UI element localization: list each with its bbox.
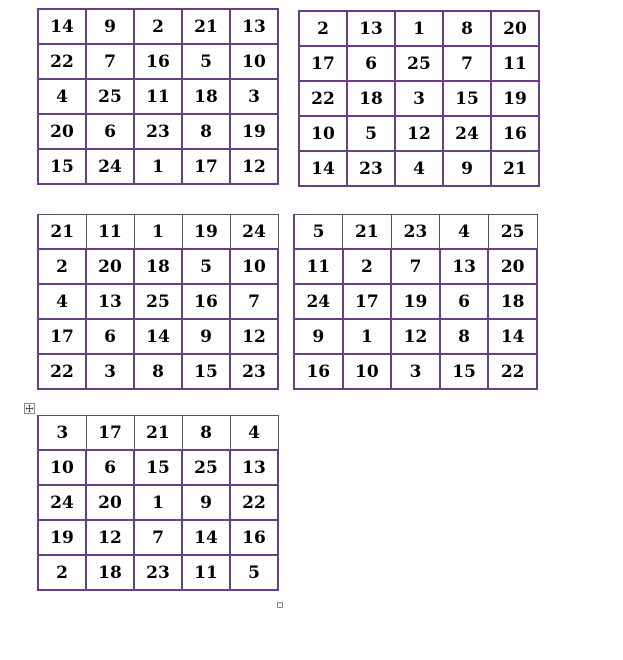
- grid-cell[interactable]: 25: [182, 450, 230, 485]
- grid-cell: 15: [182, 354, 230, 389]
- grid-row: [38, 319, 278, 354]
- grid-cell[interactable]: 18: [86, 555, 134, 590]
- grid-cell: 17: [343, 284, 392, 319]
- grid-cell: 10: [230, 44, 278, 79]
- grid-cell: 22: [38, 354, 86, 389]
- grid-cell: 14: [134, 319, 182, 354]
- grid-cell[interactable]: 19: [38, 520, 86, 555]
- grid-row: [38, 114, 278, 149]
- grid-row: [38, 215, 278, 250]
- grid-cell: 7: [391, 249, 440, 284]
- grid-row: [38, 249, 278, 284]
- grid-cell[interactable]: 17: [86, 416, 134, 451]
- grid-cell: 18: [347, 81, 395, 116]
- grid-cell: 5: [347, 116, 395, 151]
- grid-cell: 9: [86, 9, 134, 44]
- grid-cell: 4: [38, 284, 86, 319]
- number-grid-1: [37, 8, 279, 185]
- grid-cell: 21: [491, 151, 539, 186]
- grid-cell: 24: [230, 215, 278, 250]
- grid-cell: 14: [299, 151, 347, 186]
- grid-cell: 8: [443, 11, 491, 46]
- grid-row: [299, 81, 539, 116]
- grid-cell: 6: [86, 114, 134, 149]
- grid-cell: 13: [347, 11, 395, 46]
- grid-cell: 2: [299, 11, 347, 46]
- grid-row: [299, 151, 539, 186]
- grid-cell: 23: [347, 151, 395, 186]
- grid-cell[interactable]: 24: [38, 485, 86, 520]
- grid-cell[interactable]: 13: [230, 450, 278, 485]
- grid-cell: 1: [134, 149, 182, 184]
- grid-cell[interactable]: 1: [134, 485, 182, 520]
- grid-cell: 1: [395, 11, 443, 46]
- grid-row: [38, 149, 278, 184]
- grid-cell: 4: [38, 79, 86, 114]
- grid-cell[interactable]: 9: [182, 485, 230, 520]
- grid-cell[interactable]: 8: [182, 416, 230, 451]
- grid-cell: 20: [488, 249, 537, 284]
- grid-cell: 17: [182, 149, 230, 184]
- grid-row: [38, 450, 278, 485]
- grid-cell: 20: [38, 114, 86, 149]
- grid-cell: 22: [299, 81, 347, 116]
- grid-cell: 2: [343, 249, 392, 284]
- grid-cell: 19: [230, 114, 278, 149]
- grid-cell: 24: [294, 284, 343, 319]
- grid-cell: 7: [443, 46, 491, 81]
- grid-cell: 23: [230, 354, 278, 389]
- grid-cell: 3: [86, 354, 134, 389]
- grid-row: [294, 249, 537, 284]
- grid-cell: 16: [134, 44, 182, 79]
- grid-cell: 10: [230, 249, 278, 284]
- number-grid-2: [298, 10, 540, 187]
- grid-cell: 20: [491, 11, 539, 46]
- grid-row: [299, 116, 539, 151]
- grid-cell[interactable]: 6: [86, 450, 134, 485]
- grid-cell[interactable]: 3: [38, 416, 86, 451]
- grid-cell[interactable]: 12: [86, 520, 134, 555]
- grid-cell: 24: [443, 116, 491, 151]
- grid-row: [38, 44, 278, 79]
- grid-cell: 21: [38, 215, 86, 250]
- grid-cell: 18: [134, 249, 182, 284]
- grid-cell: 19: [182, 215, 230, 250]
- grid-cell: 15: [443, 81, 491, 116]
- grid-cell: 18: [488, 284, 537, 319]
- number-grid-4: [293, 214, 538, 390]
- grid-cell: 2: [134, 9, 182, 44]
- grid-row: [38, 79, 278, 114]
- grid-row: [38, 416, 278, 451]
- grid-cell: 8: [134, 354, 182, 389]
- grid-cell: 16: [294, 354, 343, 389]
- grid-cell: 22: [38, 44, 86, 79]
- grid-row: [294, 284, 537, 319]
- grid-cell: 9: [443, 151, 491, 186]
- number-grid-5[interactable]: [37, 415, 279, 591]
- grid-cell: 1: [134, 215, 182, 250]
- grid-cell: 11: [491, 46, 539, 81]
- resize-square-icon[interactable]: [277, 602, 283, 608]
- grid-cell: 15: [440, 354, 489, 389]
- grid-cell: 14: [488, 319, 537, 354]
- grid-cell: 12: [391, 319, 440, 354]
- grid-row: [294, 319, 537, 354]
- grid-cell: 6: [86, 319, 134, 354]
- grid-cell: 7: [230, 284, 278, 319]
- grid-cell: 13: [440, 249, 489, 284]
- grid-cell: 15: [38, 149, 86, 184]
- grid-cell: 8: [440, 319, 489, 354]
- grid-cell[interactable]: 5: [230, 555, 278, 590]
- grid-cell: 19: [491, 81, 539, 116]
- grid-cell: 9: [182, 319, 230, 354]
- grid-cell: 12: [395, 116, 443, 151]
- grid-cell: 23: [134, 114, 182, 149]
- grid-cell: 17: [38, 319, 86, 354]
- grid-cell: 3: [395, 81, 443, 116]
- grid-row: [299, 46, 539, 81]
- grid-cell: 4: [395, 151, 443, 186]
- grid-cell: 5: [182, 249, 230, 284]
- grid-cell: 1: [343, 319, 392, 354]
- grid-cell[interactable]: 15: [134, 450, 182, 485]
- grid-cell: 17: [299, 46, 347, 81]
- grid-cell: 16: [182, 284, 230, 319]
- grid-cell: 11: [134, 79, 182, 114]
- grid-cell[interactable]: 4: [230, 416, 278, 451]
- grid-cell[interactable]: 11: [182, 555, 230, 590]
- grid-cell[interactable]: 7: [134, 520, 182, 555]
- grid-cell: 4: [440, 215, 489, 250]
- grid-cell: 13: [230, 9, 278, 44]
- grid-cell[interactable]: 23: [134, 555, 182, 590]
- grid-cell: 22: [488, 354, 537, 389]
- grid-row: [38, 9, 278, 44]
- grid-cell: 16: [491, 116, 539, 151]
- grid-row: [294, 354, 537, 389]
- grid-cell[interactable]: 22: [230, 485, 278, 520]
- grid-cell[interactable]: 16: [230, 520, 278, 555]
- grid-cell[interactable]: 14: [182, 520, 230, 555]
- grid-cell: 6: [440, 284, 489, 319]
- grid-cell: 25: [488, 215, 537, 250]
- grid-cell: 12: [230, 319, 278, 354]
- grid-cell: 11: [86, 215, 134, 250]
- grid-row: [299, 11, 539, 46]
- grid-cell: 5: [294, 215, 343, 250]
- grid-row: [38, 485, 278, 520]
- grid-row: [38, 555, 278, 590]
- move-arrows-icon[interactable]: [24, 403, 35, 414]
- grid-cell: 23: [391, 215, 440, 250]
- grid-cell: 2: [38, 249, 86, 284]
- grid-row: [294, 215, 537, 250]
- grid-cell: 12: [230, 149, 278, 184]
- grid-cell: 24: [86, 149, 134, 184]
- grid-cell: 9: [294, 319, 343, 354]
- grid-row: [38, 520, 278, 555]
- number-grid-3: [37, 214, 279, 390]
- grid-cell: 21: [343, 215, 392, 250]
- grid-cell: 20: [86, 249, 134, 284]
- grid-cell: 5: [182, 44, 230, 79]
- grid-cell: 18: [182, 79, 230, 114]
- grid-cell[interactable]: 20: [86, 485, 134, 520]
- grid-cell: 25: [395, 46, 443, 81]
- grid-cell: 25: [86, 79, 134, 114]
- grid-cell: 10: [343, 354, 392, 389]
- grid-cell: 19: [391, 284, 440, 319]
- grid-cell: 21: [182, 9, 230, 44]
- grid-cell: 8: [182, 114, 230, 149]
- grid-cell[interactable]: 10: [38, 450, 86, 485]
- grid-cell: 7: [86, 44, 134, 79]
- grid-row: [38, 284, 278, 319]
- grid-cell[interactable]: 21: [134, 416, 182, 451]
- grid-cell: 11: [294, 249, 343, 284]
- grid-cell: 14: [38, 9, 86, 44]
- grid-cell: 3: [230, 79, 278, 114]
- grid-row: [38, 354, 278, 389]
- grid-cell: 25: [134, 284, 182, 319]
- grid-cell: 6: [347, 46, 395, 81]
- grid-cell: 10: [299, 116, 347, 151]
- grid-cell[interactable]: 2: [38, 555, 86, 590]
- grid-cell: 3: [391, 354, 440, 389]
- grid-cell: 13: [86, 284, 134, 319]
